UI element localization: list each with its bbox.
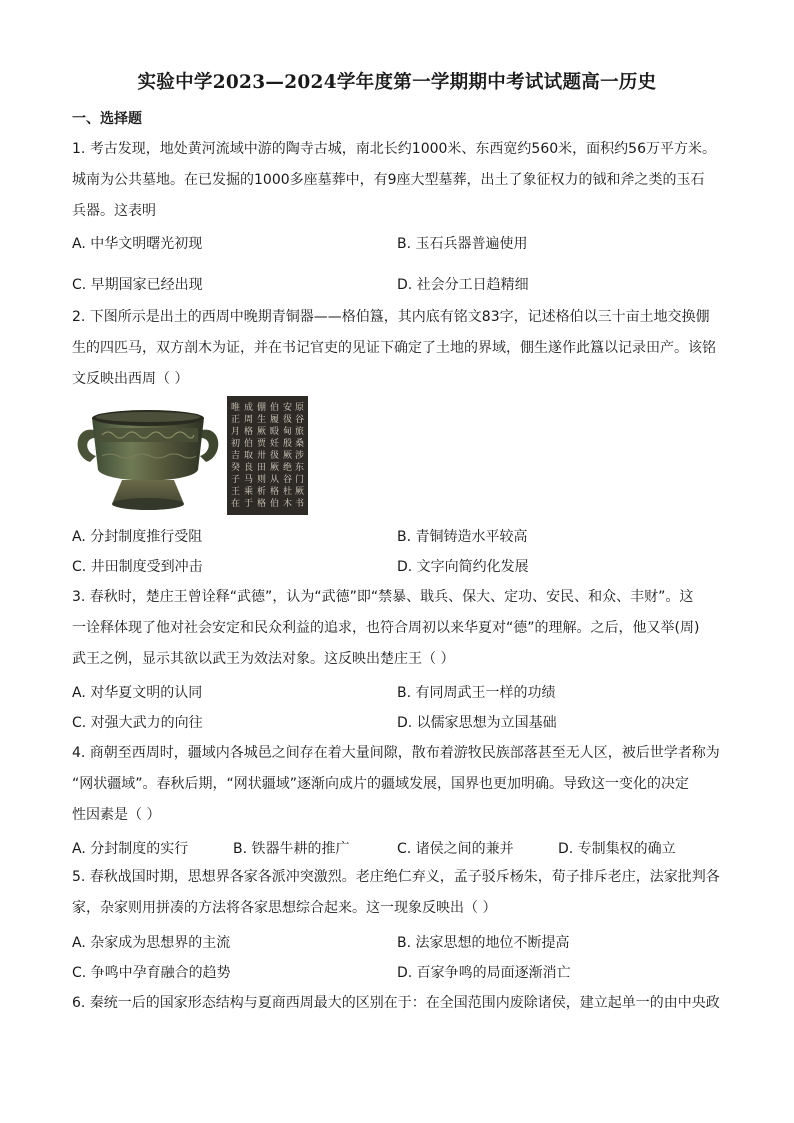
q1-option-c[interactable]: C. 早期国家已经出现 [72,277,203,293]
q4-line: 性因素是（ ） [72,807,161,823]
q2-line: 2. 下图所示是出土的西周中晚期青铜器——格伯簋，其内底有铭文83字，记述格伯以三十亩土地交换倗 [72,309,710,325]
q4-option-b[interactable]: B. 铁器牛耕的推广 [233,841,350,857]
q3-line: 3. 春秋时，楚庄王曾诠释“武德”，认为“武德”即“禁暴、戢兵、保大、定功、安民、和众、丰财”。这 [72,589,694,605]
q1-option-d[interactable]: D. 社会分工日趋精细 [397,277,529,293]
q2-option-c[interactable]: C. 井田制度受到冲击 [72,559,203,575]
q5-option-b[interactable]: B. 法家思想的地位不断提高 [397,935,570,951]
q5-line: 家，杂家则用拼凑的方法将各家思想综合起来。这一现象反映出（ ） [72,900,497,916]
page-title: 实验中学2023—2024学年度第一学期期中考试试题高一历史 [137,72,657,93]
question-1 [72,134,722,227]
q4-option-a[interactable]: A. 分封制度的实行 [72,841,189,857]
q2-line: 文反映出西周（ ） [72,371,189,387]
q2-option-a[interactable]: A. 分封制度推行受阻 [72,529,203,545]
bronze-vessel-image [72,396,224,518]
section-heading: 一、选择题 [72,111,142,127]
inscription-rubbing-image: 唯正月初吉癸子王在 成周格伯取良马乘于 倗生厥贾卅田则析格 伯履殹妊彶厥从格伯 安彶甸殷厥绝谷杜木 原谷旅桑涉东门厥书 [227,396,308,515]
q4-option-d[interactable]: D. 专制集权的确立 [558,841,676,857]
question-2 [72,302,722,395]
q6-line: 6. 秦统一后的国家形态结构与夏商西周最大的区别在于：在全国范围内废除诸侯，建立起单一的由中央政 [72,995,720,1011]
q1-line: 1. 考古发现，地处黄河流域中游的陶寺古城，南北长约1000米、东西宽约560米，面积约56万平方米。 [72,141,716,157]
q1-line: 兵器。这表明 [72,203,156,219]
q2-option-d[interactable]: D. 文字向简约化发展 [397,559,529,575]
q2-option-b[interactable]: B. 青铜铸造水平较高 [397,529,528,545]
q4-option-c[interactable]: C. 诸侯之间的兼并 [397,841,514,857]
q3-option-a[interactable]: A. 对华夏文明的认同 [72,685,203,701]
question-5 [72,862,722,924]
q3-option-b[interactable]: B. 有同周武王一样的功绩 [397,685,556,701]
q4-line: “网状疆域”。春秋后期，“网状疆域”逐渐向成片的疆域发展，国界也更加明确。导致这一变化的决定 [72,776,690,792]
q1-option-a[interactable]: A. 中华文明曙光初现 [72,236,203,252]
question-3 [72,582,722,675]
q3-option-c[interactable]: C. 对强大武力的向往 [72,715,203,731]
q5-option-c[interactable]: C. 争鸣中孕育融合的趋势 [72,965,231,981]
q2-line: 生的四匹马，双方剖木为证，并在书记官吏的见证下确定了土地的界域，倗生遂作此簋以记录田产。该铭 [72,340,716,356]
q4-line: 4. 商朝至西周时，疆域内各城邑之间存在着大量间隙，散布着游牧民族部落甚至无人区，被后世学者称为 [72,745,720,761]
q5-line: 5. 春秋战国时期，思想界各家各派冲突激烈。老庄绝仁弃义，孟子驳斥杨朱，荀子排斥老庄，法家批判各 [72,869,720,885]
q3-line: 武王之例，显示其欲以武王为效法对象。这反映出楚庄王（ ） [72,651,455,667]
q5-option-d[interactable]: D. 百家争鸣的局面逐渐消亡 [397,965,571,981]
q1-option-b[interactable]: B. 玉石兵器普遍使用 [397,236,528,252]
q5-option-a[interactable]: A. 杂家成为思想界的主流 [72,935,231,951]
q1-line: 城南为公共墓地。在已发掘的1000多座墓葬中，有9座大型墓葬，出土了象征权力的钺和斧之类的玉石 [72,172,705,188]
question-4 [72,738,722,831]
question-6 [72,988,722,1019]
bronze-gui-figure [72,396,308,518]
q3-option-d[interactable]: D. 以儒家思想为立国基础 [397,715,557,731]
q3-line: 一诠释体现了他对社会安定和民众利益的追求，也符合周初以来华夏对“德”的理解。之后，他又举(周) [72,620,700,636]
